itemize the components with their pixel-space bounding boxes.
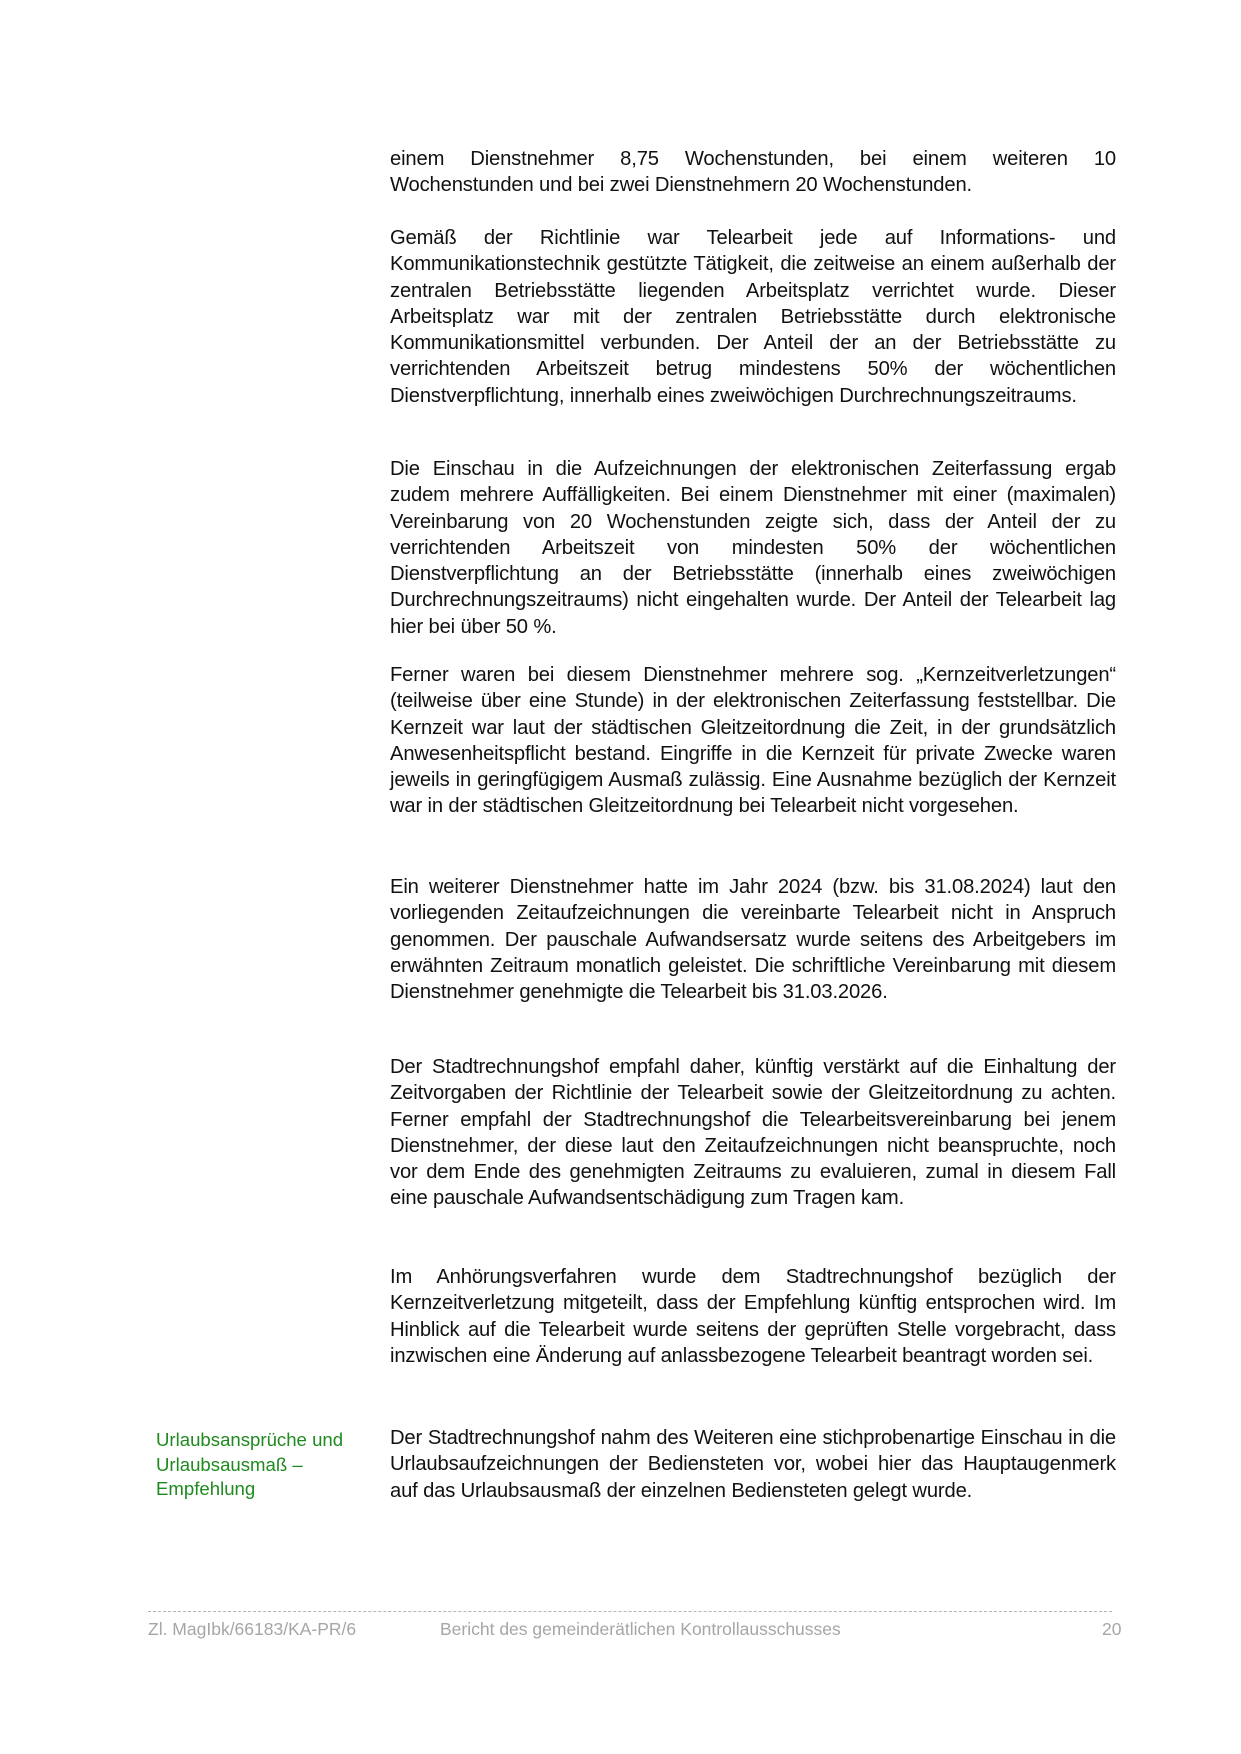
- paragraph-vacation-review: Der Stadtrechnungshof nahm des Weiteren eine stichprobenartige Einschau in die Urlaubsaufzeichnungen der Bediensteten vor, wobei hier das Hauptaugenmerk auf das Urlaubsausmaß der einzelnen Bediensteten gelegt wurde.: [390, 1427, 1116, 1502]
- margin-note-vacation: [156, 1428, 376, 1502]
- margin-note-line: Empfehlung: [156, 1478, 256, 1499]
- paragraph-hearing-response: Im Anhörungsverfahren wurde dem Stadtrechnungshof bezüglich der Kernzeitverletzung mitgeteilt, dass der Empfehlung künftig entsprochen wird. Im Hinblick auf die Telearbeit wurde seitens der geprüften Stelle vorgebracht, dass inzwischen eine Änderung auf anlassbezogene Telearbeit beantragt worden sei.: [390, 1266, 1116, 1367]
- paragraph-core-time-violations: Ferner waren bei diesem Dienstnehmer mehrere sog. „Kernzeitverletzungen“ (teilweise über eine Stunde) in der elektronischen Zeiterfassung feststellbar. Die Kernzeit war laut der städtischen Gleitzeitordnung die Zeit, in der grundsätzlich Anwesenheitspflicht bestand. Eingriffe in die Kernzeit für private Zwecke waren jeweils in geringfügigem Ausmaß zulässig. Eine Ausnahme bezüglich der Kernzeit war in der städtischen Gleitzeitordnung bei Telearbeit nicht vorgesehen.: [390, 664, 1116, 818]
- paragraph-weekly-hours: einem Dienstnehmer 8,75 Wochenstunden, bei einem weiteren 10 Wochenstunden und bei zwei Dienstnehmern 20 Wochenstunden.: [390, 148, 1116, 197]
- footer-title: Bericht des gemeinderätlichen Kontrollausschusses: [440, 1619, 841, 1639]
- margin-note-line: Urlaubsansprüche und: [156, 1429, 344, 1450]
- footer-reference: Zl. MagIbk/66183/KA-PR/6: [148, 1619, 357, 1639]
- paragraph-telework-definition: Gemäß der Richtlinie war Telearbeit jede auf Informations- und Kommunikationstechnik gestützte Tätigkeit, die zeitweise an einem außerhalb der zentralen Betriebsstätte liegenden Arbeitsplatz verrichtet wurde. Dieser Arbeitsplatz war mit der zentralen Betriebsstätte durch elektronische Kommunikationsmittel verbunden. Der Anteil der an der Betriebsstätte zu verrichtenden Arbeitszeit betrug mindestens 50% der wöchentlichen Dienstverpflichtung, innerhalb eines zweiwöchigen Durchrechnungszeitraums.: [390, 227, 1116, 407]
- footer-divider: [148, 1611, 1112, 1612]
- paragraph-recommendation: Der Stadtrechnungshof empfahl daher, künftig verstärkt auf die Einhaltung der Zeitvorgaben der Richtlinie der Telearbeit sowie der Gleitzeitordnung zu achten. Ferner empfahl der Stadtrechnungshof die Telearbeitsvereinbarung bei jenem Dienstnehmer, der diese laut den Zeitaufzeichnungen nicht beanspruchte, noch vor dem Ende des genehmigten Zeitraums zu evaluieren, zumal in diesem Fall eine pauschale Aufwandsentschädigung zum Tragen kam.: [390, 1056, 1116, 1210]
- page-number: 20: [1102, 1619, 1122, 1639]
- paragraph-unused-telework: Ein weiterer Dienstnehmer hatte im Jahr 2024 (bzw. bis 31.08.2024) laut den vorliegenden Zeitaufzeichnungen die vereinbarte Telearbeit nicht in Anspruch genommen. Der pauschale Aufwandsersatz wurde seitens des Arbeitgebers im erwähnten Zeitraum monatlich geleistet. Die schriftliche Vereinbarung mit diesem Dienstnehmer genehmigte die Telearbeit bis 31.03.2026.: [390, 876, 1116, 1004]
- margin-note-line: Urlaubsausmaß –: [156, 1453, 303, 1475]
- paragraph-time-recording-findings: Die Einschau in die Aufzeichnungen der elektronischen Zeiterfassung ergab zudem mehrere Auffälligkeiten. Bei einem Dienstnehmer mit einer (maximalen) Vereinbarung von 20 Wochenstunden zeigte sich, dass der Anteil der zu verrichtenden Arbeitszeit von mindesten 50% der wöchentlichen Dienstverpflichtung an der Betriebsstätte (innerhalb eines zweiwöchigen Durchrechnungszeitraums) nicht eingehalten wurde. Der Anteil der Telearbeit lag hier bei über 50 %.: [390, 458, 1116, 638]
